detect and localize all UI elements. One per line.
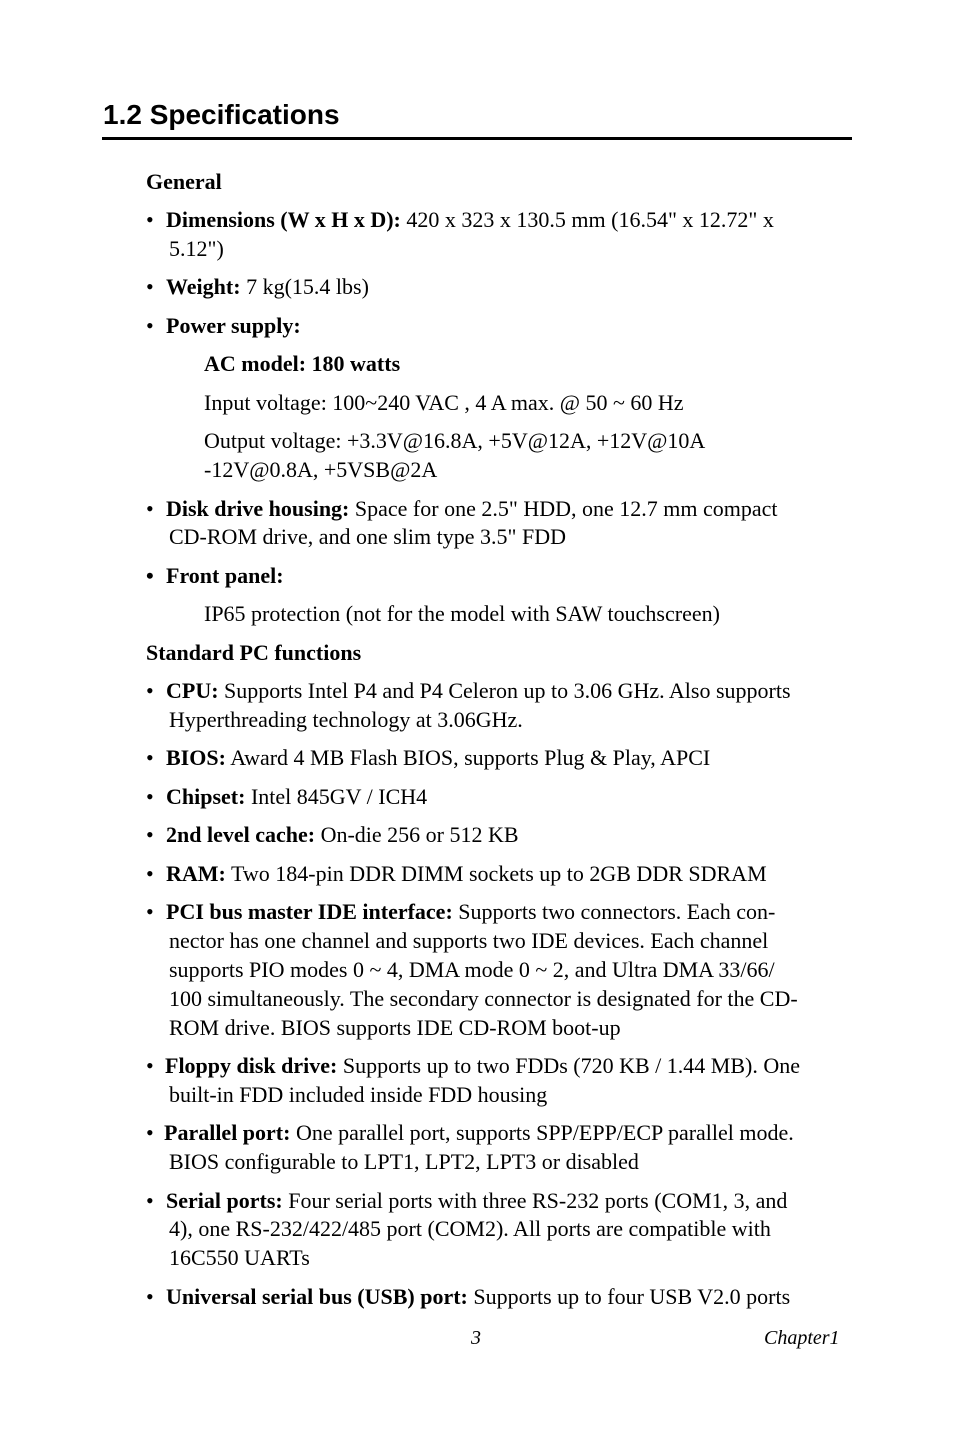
bullet-pci: •	[146, 899, 154, 924]
spec-label: Floppy disk drive:	[165, 1053, 338, 1078]
spec-label: Parallel port:	[164, 1120, 291, 1145]
spec-text: Supports Intel P4 and P4 Celeron up to 3.06 GHz. Also supports	[218, 678, 791, 703]
bullet-ram: •	[146, 861, 154, 886]
spec-text: On-die 256 or 512 KB	[315, 822, 519, 847]
bullet-front: •	[146, 563, 154, 588]
spec-text: Four serial ports with three RS-232 ports (COM1, 3, and	[282, 1188, 788, 1213]
spec-parallel-cont: BIOS configurable to LPT1, LPT2, LPT3 or disabled	[169, 1149, 639, 1174]
spec-front-label: Front panel:	[166, 563, 284, 588]
spec-label: 2nd level cache:	[166, 822, 316, 847]
spec-text: Two 184-pin DDR DIMM sockets up to 2GB DDR SDRAM	[225, 861, 767, 886]
spec-output-voltage: Output voltage: +3.3V@16.8A, +5V@12A, +12V@10A	[204, 428, 706, 453]
spec-pci-cont: supports PIO modes 0 ~ 4, DMA mode 0 ~ 2, and Ultra DMA 33/66/	[169, 957, 775, 982]
spec-cpu	[166, 676, 791, 705]
spec-text: Supports up to four USB V2.0 ports	[467, 1284, 791, 1309]
bullet-usb: •	[146, 1284, 154, 1309]
spec-usb	[166, 1282, 790, 1311]
spec-label: Universal serial bus (USB) port:	[166, 1284, 468, 1309]
spec-disk-cont: CD-ROM drive, and one slim type 3.5" FDD	[169, 524, 567, 549]
spec-text: 7 kg(15.4 lbs)	[240, 274, 369, 299]
bullet-weight: •	[146, 274, 154, 299]
heading-rule	[102, 137, 852, 140]
spec-floppy	[165, 1051, 800, 1080]
spec-input-voltage: Input voltage: 100~240 VAC , 4 A max. @ 50 ~ 60 Hz	[204, 390, 684, 415]
spec-pci-cont: nector has one channel and supports two IDE devices. Each channel	[169, 928, 769, 953]
bullet-parallel: •	[146, 1120, 154, 1145]
spec-floppy-cont: built-in FDD included inside FDD housing	[169, 1082, 548, 1107]
bullet-dimensions: •	[146, 207, 154, 232]
spec-label: PCI bus master IDE interface:	[166, 899, 453, 924]
spec-chipset	[166, 782, 427, 811]
page-number: 3	[471, 1327, 481, 1349]
spec-serial-cont: 4), one RS-232/422/485 port (COM2). All ports are compatible with	[169, 1216, 771, 1241]
spec-cpu-cont: Hyperthreading technology at 3.06GHz.	[169, 707, 523, 732]
bullet-floppy: •	[146, 1053, 154, 1078]
spec-text: One parallel port, supports SPP/EPP/ECP parallel mode.	[290, 1120, 794, 1145]
spec-cache	[166, 820, 519, 849]
spec-dimensions	[166, 205, 774, 234]
spec-text: Award 4 MB Flash BIOS, supports Plug & Play, APCI	[225, 745, 711, 770]
spec-text: Intel 845GV / ICH4	[245, 784, 428, 809]
spec-ram	[166, 859, 767, 888]
spec-text: Supports up to two FDDs (720 KB / 1.44 MB). One	[337, 1053, 801, 1078]
spec-label: RAM:	[166, 861, 226, 886]
chapter-label: Chapter1	[764, 1327, 840, 1349]
spec-text: Supports two connectors. Each con-	[452, 899, 776, 924]
spec-label: Dimensions (W x H x D):	[166, 207, 401, 232]
spec-pci	[166, 897, 775, 926]
spec-bios	[166, 743, 710, 772]
bullet-serial: •	[146, 1188, 154, 1213]
spec-text: Space for one 2.5" HDD, one 12.7 mm compact	[349, 496, 778, 521]
spec-label: Chipset:	[166, 784, 246, 809]
standard-title: Standard PC functions	[146, 640, 362, 665]
spec-text: 420 x 323 x 130.5 mm (16.54" x 12.72" x	[400, 207, 774, 232]
section-heading: 1.2 Specifications	[103, 99, 340, 130]
bullet-chipset: •	[146, 784, 154, 809]
bullet-disk: •	[146, 496, 154, 521]
spec-weight	[166, 272, 369, 301]
spec-power-label: Power supply:	[166, 313, 301, 338]
spec-serial	[166, 1186, 787, 1215]
spec-label: CPU:	[166, 678, 219, 703]
bullet-bios: •	[146, 745, 154, 770]
spec-label: Weight:	[166, 274, 241, 299]
spec-disk	[166, 494, 778, 523]
bullet-cache: •	[146, 822, 154, 847]
spec-ac-model: AC model: 180 watts	[204, 351, 401, 376]
spec-dimensions-cont: 5.12")	[169, 236, 224, 261]
spec-front-text: IP65 protection (not for the model with SAW touchscreen)	[204, 601, 720, 626]
spec-label: Disk drive housing:	[166, 496, 350, 521]
bullet-cpu: •	[146, 678, 154, 703]
spec-pci-cont: ROM drive. BIOS supports IDE CD-ROM boot-up	[169, 1015, 621, 1040]
general-title: General	[146, 169, 222, 194]
spec-output-voltage-cont: -12V@0.8A, +5VSB@2A	[204, 457, 438, 482]
spec-parallel	[164, 1118, 794, 1147]
spec-label: BIOS:	[166, 745, 226, 770]
bullet-power: •	[146, 313, 154, 338]
spec-label: Serial ports:	[166, 1188, 283, 1213]
spec-pci-cont: 100 simultaneously. The secondary connector is designated for the CD-	[169, 986, 798, 1011]
spec-serial-cont: 16C550 UARTs	[169, 1245, 310, 1270]
